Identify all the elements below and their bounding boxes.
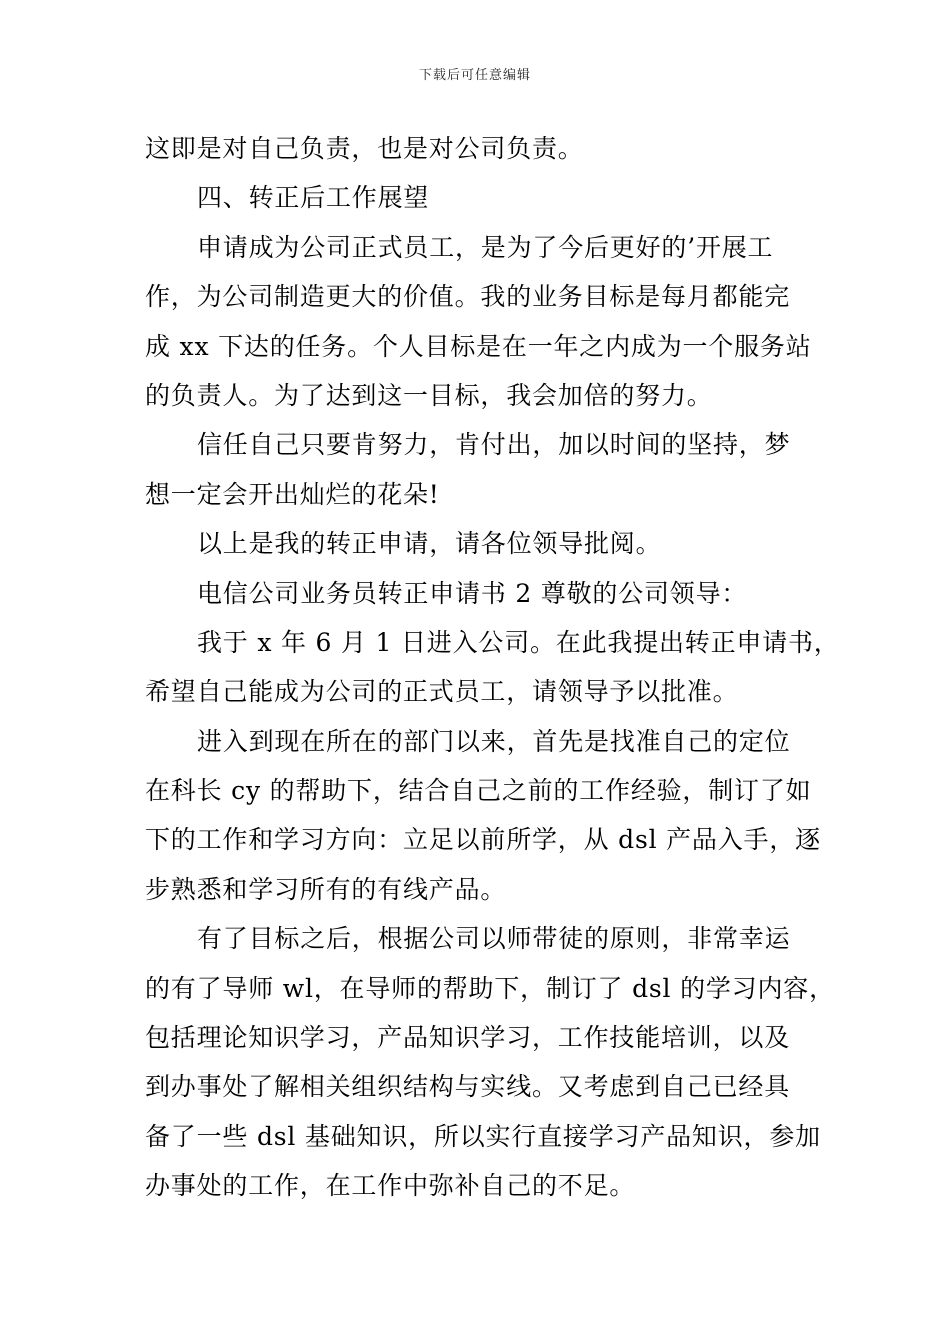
text-line: 作，为公司制造更大的价值。我的业务目标是每月都能完 bbox=[145, 282, 791, 312]
text-line: 进入到现在所在的部门以来，首先是找准自己的定位 bbox=[197, 726, 791, 756]
text-line: 到办事处了解相关组织结构与实线。又考虑到自己已经具 bbox=[145, 1072, 791, 1102]
section-heading: 四、转正后工作展望 bbox=[197, 183, 430, 213]
page-header: 下载后可任意编辑 bbox=[418, 68, 531, 83]
text-line: 以上是我的转正申请，请各位领导批阅。 bbox=[197, 529, 662, 559]
document-title-line: 电信公司业务员转正申请书 2 尊敬的公司领导： bbox=[197, 578, 748, 608]
text-line: 有了目标之后，根据公司以师带徒的原则，非常幸运 bbox=[197, 924, 791, 954]
text-line: 希望自己能成为公司的正式员工，请领导予以批准。 bbox=[145, 677, 739, 707]
text-line: 在科长 cy 的帮助下，结合自己之前的工作经验，制订了如 bbox=[145, 776, 812, 806]
text-line: 步熟悉和学习所有的有线产品。 bbox=[145, 874, 507, 904]
text-line: 办事处的工作，在工作中弥补自己的不足。 bbox=[145, 1171, 636, 1201]
text-line: 成 xx 下达的任务。个人目标是在一年之内成为一个服务站 bbox=[145, 331, 812, 361]
text-line: 这即是对自己负责，也是对公司负责。 bbox=[145, 134, 584, 163]
text-line: 的有了导师 wl，在导师的帮助下，制订了 dsl 的学习内容， bbox=[145, 973, 835, 1003]
text-line: 包括理论知识学习，产品知识学习，工作技能培训，以及 bbox=[145, 1023, 791, 1053]
text-line: 的负责人。为了达到这一目标，我会加倍的努力。 bbox=[145, 380, 713, 410]
text-line: 信任自己只要肯努力，肯付出，加以时间的坚持，梦 bbox=[197, 430, 791, 460]
document-body bbox=[145, 124, 840, 1211]
text-line: 申请成为公司正式员工，是为了今后更好的’开展工 bbox=[197, 232, 774, 262]
text-line: 备了一些 dsl 基础知识，所以实行直接学习产品知识，参加 bbox=[145, 1121, 821, 1151]
text-line: 想一定会开出灿烂的花朵! bbox=[145, 479, 440, 509]
text-line: 我于 x 年 6 月 1 日进入公司。在此我提出转正申请书， bbox=[197, 627, 840, 657]
text-line: 下的工作和学习方向：立足以前所学，从 dsl 产品入手，逐 bbox=[145, 825, 821, 855]
